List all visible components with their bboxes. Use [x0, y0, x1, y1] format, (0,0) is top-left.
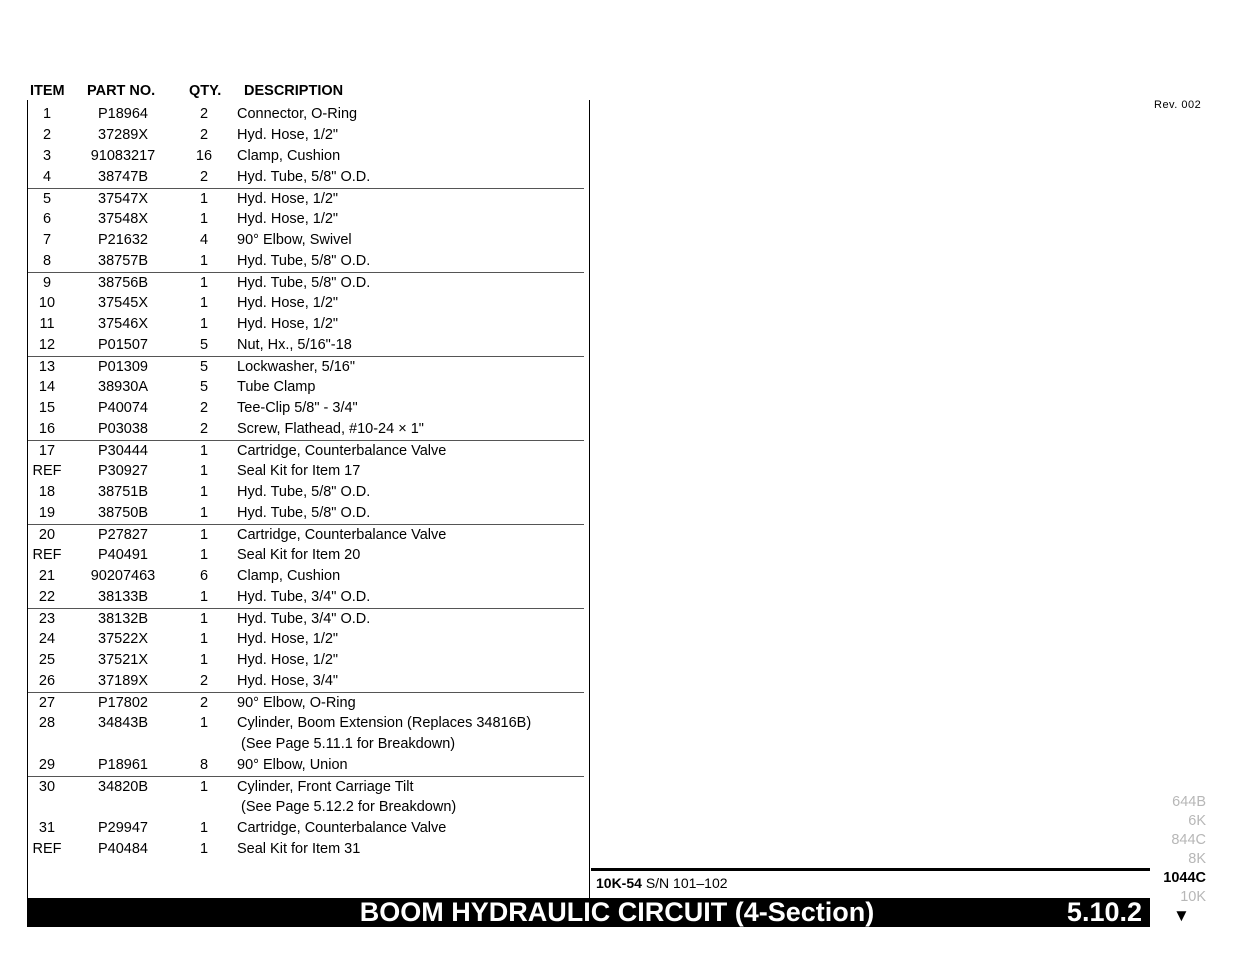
row-part-number: 37545X [98, 295, 148, 311]
row-description: Tube Clamp [237, 379, 316, 395]
row-item-number: 23 [38, 611, 56, 627]
row-quantity: 1 [199, 253, 209, 269]
table-row [28, 629, 584, 650]
table-row [28, 230, 584, 251]
row-part-number: P40484 [98, 841, 148, 857]
table-row [28, 482, 584, 503]
serial-range: S/N 101–102 [645, 875, 728, 891]
row-part-number: 37189X [98, 673, 148, 689]
row-description: Seal Kit for Item 17 [237, 463, 361, 479]
row-description: Hyd. Tube, 5/8" O.D. [237, 505, 371, 521]
row-part-number: 90207463 [90, 568, 156, 584]
table-row [28, 104, 584, 125]
table-row [28, 188, 584, 209]
row-description: Hyd. Tube, 3/4" O.D. [237, 611, 371, 627]
row-part-number: 91083217 [90, 148, 156, 164]
table-row [28, 797, 584, 818]
col-header-description: DESCRIPTION [244, 83, 344, 99]
row-description: Hyd. Tube, 5/8" O.D. [237, 253, 371, 269]
row-description: Hyd. Hose, 1/2" [237, 295, 339, 311]
row-description: Hyd. Hose, 1/2" [237, 652, 339, 668]
row-quantity: 1 [199, 505, 209, 521]
row-item-number: 28 [38, 715, 56, 731]
row-part-number: 37522X [98, 631, 148, 647]
table-row [28, 419, 584, 440]
row-quantity: 1 [199, 211, 209, 227]
row-description: Tee-Clip 5/8" - 3/4" [237, 400, 358, 416]
row-item-number: 9 [42, 275, 52, 291]
row-item-number: 3 [42, 148, 52, 164]
table-row [28, 125, 584, 146]
col-header-item: ITEM [30, 83, 65, 99]
row-item-number: 30 [38, 779, 56, 795]
row-item-number: 14 [38, 379, 56, 395]
row-part-number: P40074 [98, 400, 148, 416]
table-row [28, 503, 584, 524]
row-part-number: P29947 [98, 820, 148, 836]
row-description: Cartridge, Counterbalance Valve [237, 527, 447, 543]
row-item-number: 4 [42, 169, 52, 185]
row-quantity: 5 [199, 337, 209, 353]
table-row [28, 755, 584, 776]
row-description: Cartridge, Counterbalance Valve [237, 443, 447, 459]
row-item-number: 5 [42, 191, 52, 207]
row-quantity: 1 [199, 820, 209, 836]
row-item-number: 27 [38, 695, 56, 711]
row-quantity: 5 [199, 359, 209, 375]
row-quantity: 1 [199, 779, 209, 795]
row-description: Hyd. Tube, 5/8" O.D. [237, 484, 371, 500]
row-quantity: 1 [199, 316, 209, 332]
row-quantity: 2 [199, 421, 209, 437]
table-row [28, 713, 584, 734]
table-row [28, 839, 584, 860]
row-item-number: 6 [42, 211, 52, 227]
row-part-number: P30927 [98, 463, 148, 479]
row-quantity: 1 [199, 527, 209, 543]
row-item-number: 8 [42, 253, 52, 269]
row-part-number: 38133B [98, 589, 148, 605]
row-quantity: 2 [199, 400, 209, 416]
row-part-number: 38132B [98, 611, 148, 627]
row-quantity: 1 [199, 191, 209, 207]
serial-number [596, 875, 728, 891]
row-item-number: 24 [38, 631, 56, 647]
row-quantity: 8 [199, 757, 209, 773]
row-description: Seal Kit for Item 31 [237, 841, 361, 857]
table-row [28, 524, 584, 545]
row-description: Hyd. Hose, 1/2" [237, 211, 339, 227]
row-description: Cartridge, Counterbalance Valve [237, 820, 447, 836]
table-row [28, 566, 584, 587]
row-description: Screw, Flathead, #10-24 × 1" [237, 421, 424, 437]
page-title: BOOM HYDRAULIC CIRCUIT (4-Section) [359, 897, 875, 927]
table-row [28, 356, 584, 377]
row-quantity: 5 [199, 379, 209, 395]
table-row [28, 314, 584, 335]
row-item-number: 19 [38, 505, 56, 521]
row-quantity: 1 [199, 547, 209, 563]
row-quantity: 2 [199, 695, 209, 711]
model-link[interactable]: 8K [1188, 851, 1206, 867]
model-link[interactable]: 6K [1188, 813, 1206, 829]
row-description: Hyd. Tube, 5/8" O.D. [237, 169, 371, 185]
row-description: (See Page 5.12.2 for Breakdown) [241, 799, 457, 815]
table-row [28, 293, 584, 314]
table-row [28, 209, 584, 230]
row-part-number: 38756B [98, 275, 148, 291]
row-part-number: P03038 [98, 421, 148, 437]
row-description: Hyd. Hose, 3/4" [237, 673, 339, 689]
parts-list-table [27, 100, 590, 898]
row-item-number: REF [32, 841, 62, 857]
table-row [28, 272, 584, 293]
row-description: Hyd. Tube, 3/4" O.D. [237, 589, 371, 605]
row-quantity: 1 [199, 715, 209, 731]
row-item-number: 17 [38, 443, 56, 459]
row-quantity: 6 [199, 568, 209, 584]
row-description: Lockwasher, 5/16" [237, 359, 355, 375]
row-quantity: 1 [199, 652, 209, 668]
row-item-number: 11 [39, 316, 55, 332]
row-quantity: 1 [199, 611, 209, 627]
row-part-number: P01309 [98, 359, 148, 375]
row-part-number: 38747B [98, 169, 148, 185]
table-row [28, 818, 584, 839]
table-row [28, 440, 584, 461]
table-row [28, 461, 584, 482]
table-row [28, 671, 584, 692]
row-item-number: 1 [42, 106, 52, 122]
row-part-number: 38750B [98, 505, 148, 521]
diagram-bottom-rule [591, 868, 1150, 871]
table-row [28, 146, 584, 167]
row-item-number: REF [32, 547, 62, 563]
table-row [28, 776, 584, 797]
row-quantity: 1 [199, 484, 209, 500]
row-item-number: 13 [38, 359, 56, 375]
row-description: 90° Elbow, Union [237, 757, 348, 773]
col-header-part-no: PART NO. [87, 83, 156, 99]
row-quantity: 1 [199, 443, 209, 459]
row-part-number: P40491 [98, 547, 148, 563]
serial-model: 10K-54 [596, 875, 642, 891]
row-description: Clamp, Cushion [237, 148, 341, 164]
row-quantity: 1 [199, 295, 209, 311]
row-part-number: 38930A [98, 379, 148, 395]
row-part-number: P21632 [98, 232, 148, 248]
row-part-number: P18964 [98, 106, 148, 122]
table-row [28, 398, 584, 419]
table-row [28, 608, 584, 629]
row-item-number: 10 [38, 295, 56, 311]
row-quantity: 1 [199, 631, 209, 647]
table-row [28, 167, 584, 188]
row-description: 90° Elbow, Swivel [237, 232, 352, 248]
row-part-number: 37521X [98, 652, 148, 668]
row-quantity: 2 [199, 673, 209, 689]
model-link[interactable]: 844C [1171, 832, 1206, 848]
row-part-number: 37289X [98, 127, 148, 143]
row-quantity: 1 [199, 589, 209, 605]
row-quantity: 2 [199, 127, 209, 143]
row-description: Hyd. Hose, 1/2" [237, 316, 339, 332]
table-row [28, 734, 584, 755]
row-quantity: 1 [199, 275, 209, 291]
row-description: (See Page 5.11.1 for Breakdown) [241, 736, 456, 752]
table-row [28, 650, 584, 671]
row-part-number: P17802 [98, 695, 148, 711]
row-quantity: 1 [199, 841, 209, 857]
revision-label: Rev. 002 [1154, 99, 1202, 111]
row-part-number: P01507 [98, 337, 148, 353]
row-part-number: P18961 [98, 757, 148, 773]
row-part-number: P27827 [98, 527, 148, 543]
col-header-qty: QTY. [189, 83, 222, 99]
row-item-number: 16 [38, 421, 56, 437]
model-list [1150, 793, 1206, 907]
row-part-number: 34843B [98, 715, 148, 731]
table-row [28, 251, 584, 272]
row-description: Hyd. Hose, 1/2" [237, 631, 339, 647]
title-bar [27, 898, 1150, 927]
down-arrow-icon[interactable]: ▼ [1173, 906, 1190, 925]
row-quantity: 16 [195, 148, 213, 164]
row-description: Hyd. Hose, 1/2" [237, 127, 339, 143]
row-item-number: 22 [38, 589, 56, 605]
row-item-number: 18 [38, 484, 56, 500]
row-item-number: 29 [38, 757, 56, 773]
row-item-number: 31 [38, 820, 56, 836]
row-item-number: REF [32, 463, 62, 479]
row-description: Seal Kit for Item 20 [237, 547, 361, 563]
row-quantity: 4 [199, 232, 209, 248]
row-quantity: 2 [199, 169, 209, 185]
row-description: Connector, O-Ring [237, 106, 358, 122]
row-item-number: 26 [38, 673, 56, 689]
row-item-number: 7 [42, 232, 52, 248]
row-item-number: 12 [38, 337, 56, 353]
row-part-number: 38751B [98, 484, 148, 500]
row-quantity: 1 [199, 463, 209, 479]
row-part-number: 37548X [98, 211, 148, 227]
row-item-number: 21 [38, 568, 56, 584]
table-row [28, 692, 584, 713]
row-description: Cylinder, Boom Extension (Replaces 34816B) [237, 715, 532, 731]
page-number: 5.10.2 [1066, 897, 1142, 927]
row-description: Hyd. Hose, 1/2" [237, 191, 339, 207]
row-item-number: 20 [38, 527, 56, 543]
row-part-number: P30444 [98, 443, 148, 459]
row-description: Hyd. Tube, 5/8" O.D. [237, 275, 371, 291]
model-link[interactable]: 644B [1172, 794, 1206, 810]
row-description: 90° Elbow, O-Ring [237, 695, 356, 711]
row-part-number: 34820B [98, 779, 148, 795]
row-item-number: 25 [38, 652, 56, 668]
table-row [28, 335, 584, 356]
row-item-number: 2 [42, 127, 52, 143]
row-part-number: 37546X [98, 316, 148, 332]
row-description: Clamp, Cushion [237, 568, 341, 584]
table-row [28, 377, 584, 398]
row-item-number: 15 [38, 400, 56, 416]
row-part-number: 37547X [98, 191, 148, 207]
table-row [28, 587, 584, 608]
model-link[interactable]: 10K [1180, 889, 1206, 905]
table-row [28, 545, 584, 566]
row-quantity: 2 [199, 106, 209, 122]
row-description: Cylinder, Front Carriage Tilt [237, 779, 414, 795]
model-link[interactable]: 1044C [1163, 870, 1206, 886]
row-description: Nut, Hx., 5/16"-18 [237, 337, 352, 353]
row-part-number: 38757B [98, 253, 148, 269]
